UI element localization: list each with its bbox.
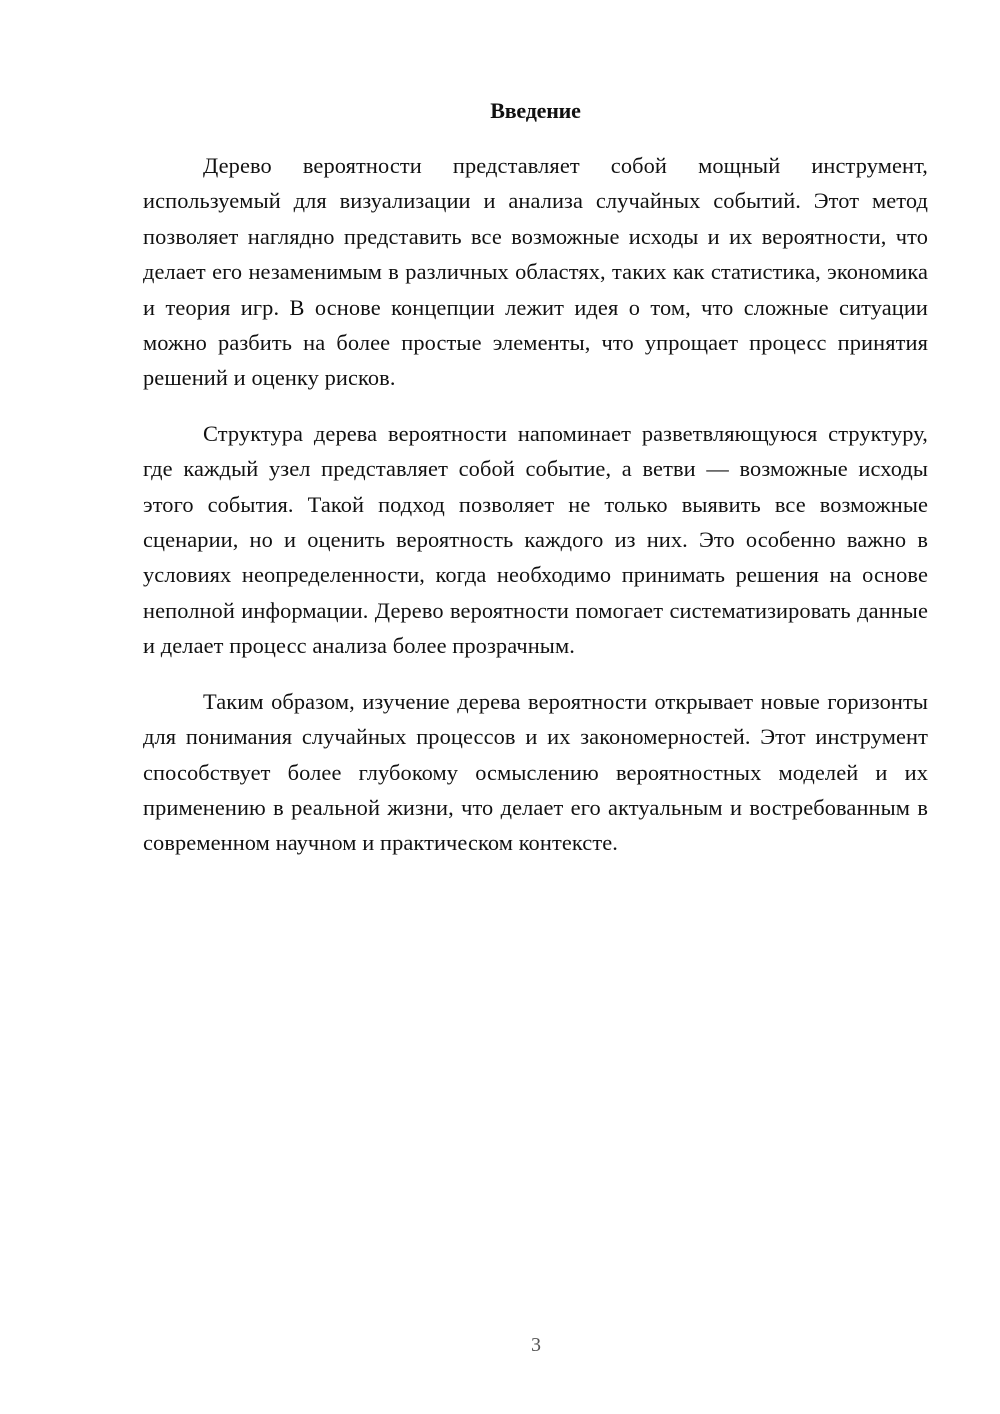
paragraph-intro: Дерево вероятности представляет собой мощный инструмент, используемый для визуализации и анализа случайных событий. Этот метод позволяет наглядно представить все возможные исходы и их вероятности, что делает его незаменимым в различных областях, таких как статистика, экономика и теория игр. В основе концепции лежит идея о том, что сложные ситуации можно разбить на более простые элементы, что упрощает процесс принятия решений и оценку рисков. — [143, 153, 928, 391]
paragraph-structure: Структура дерева вероятности напоминает разветвляющуюся структуру, где каждый узел представляет собой событие, а ветви — возможные исходы этого события. Такой подход позволяет не только выявить все возможные сценарии, но и оценить вероятность каждого из них. Это особенно важно в условиях неопределенности, когда необходимо принимать решения на основе неполной информации. Дерево вероятности помогает систематизировать данные и делает процесс анализа более прозрачным. — [143, 420, 928, 659]
paragraph-conclusion: Таким образом, изучение дерева вероятности открывает новые горизонты для понимания случайных процессов и их закономерностей. Этот инструмент способствует более глубокому осмыслению вероятностных моделей и их применению в реальной жизни, что делает его актуальным и востребованным в современном научном и практическом контексте. — [143, 688, 928, 856]
page-number: 3 — [531, 1334, 541, 1356]
page-content — [143, 96, 928, 881]
section-title: Введение — [490, 98, 581, 123]
